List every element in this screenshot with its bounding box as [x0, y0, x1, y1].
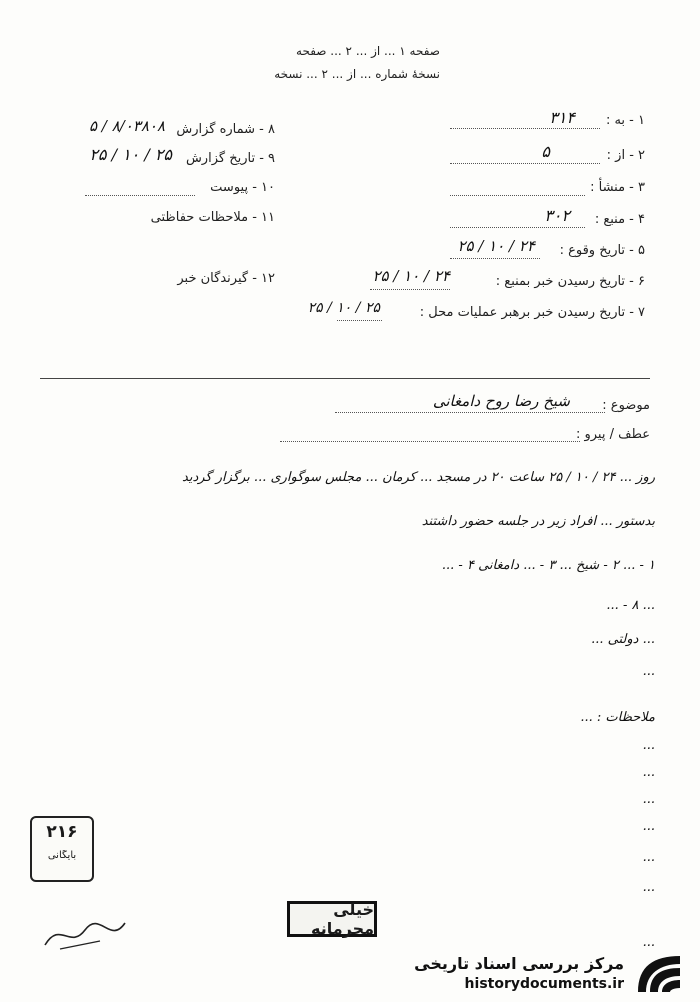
field-recipients-label: ۱۲ - گیرندگان خبر — [177, 271, 275, 286]
field-from-value: ۵ — [541, 142, 550, 161]
field-to-line — [450, 128, 600, 129]
watermark-url: historydocuments.ir — [464, 976, 624, 992]
body-line: ... — [642, 850, 655, 865]
page-number-line: صفحه ۱ ... از ... ۲ ... صفحه — [296, 44, 440, 58]
archive-stamp — [30, 816, 94, 882]
field-source-receipt-value: ۲۴ / ۱۰ / ۲۵ — [372, 267, 450, 285]
archive-watermark — [414, 952, 690, 998]
body-line: روز ... ۲۴ / ۱۰ / ۲۵ ساعت ۲۰ در مسجد ... کرمان ... مجلس سوگواری ... برگزار گردید — [182, 470, 655, 485]
field-source-line — [450, 227, 585, 228]
body-line: ... — [642, 765, 655, 780]
body-line: ... — [642, 819, 655, 834]
field-report-number-value: ۸/۰۳۸۰۸ / ۵ — [88, 117, 165, 135]
body-line: ... دولتی ... — [591, 632, 655, 647]
body-line: ... — [642, 738, 655, 753]
field-attachment-line — [85, 195, 195, 196]
body-line: ... — [642, 880, 655, 895]
field-ops-receipt-label: ۷ - تاریخ رسیدن خبر برهبر عملیات محل : — [419, 305, 645, 320]
signature-mark — [40, 915, 130, 955]
field-from-label: ۲ - از : — [606, 148, 645, 163]
field-from-line — [450, 163, 600, 164]
field-ops-receipt-line — [337, 320, 382, 321]
field-origin-line — [450, 195, 585, 196]
field-source-receipt-label: ۶ - تاریخ رسیدن خبر بمنبع : — [495, 274, 645, 289]
field-report-number-label: ۸ - شماره گزارش — [176, 122, 275, 137]
field-source-label: ۴ - منبع : — [594, 212, 645, 227]
field-source-value: ۳۰۲ — [544, 206, 570, 225]
field-security-notes-label: ۱۱ - ملاحظات حفاظتی — [150, 210, 275, 225]
body-line: ... — [642, 792, 655, 807]
body-line: ۱ - ... ۲ - شیخ ... ۳ - ... دامغانی ۴ - ... — [441, 558, 655, 573]
body-line: ... ۸ - ... — [606, 598, 655, 613]
body-line: ... — [642, 935, 655, 950]
body-line: ملاحظات : ... — [580, 710, 655, 725]
field-source-receipt-line — [370, 289, 450, 290]
body-line: ... — [642, 664, 655, 679]
subject-line — [335, 412, 605, 413]
reference-line — [280, 441, 580, 442]
field-ops-receipt-value: ۲۵ / ۱۰ / ۲۵ — [307, 300, 380, 316]
field-event-date-label: ۵ - تاریخ وقوع : — [559, 243, 645, 258]
archive-stamp-number: ۲۱۶ — [46, 822, 78, 842]
field-origin-label: ۳ - منشأ : — [590, 180, 645, 195]
field-report-date-value: ۲۵ / ۱۰ / ۲۵ — [89, 145, 172, 164]
header-separator — [40, 378, 650, 379]
top-secret-stamp: خیلی محرمانه — [287, 901, 377, 937]
field-report-date-label: ۹ - تاریخ گزارش — [185, 151, 275, 166]
field-event-date-line — [450, 258, 540, 259]
subject-label: موضوع : — [602, 398, 650, 413]
field-to-value: ۳۱۴ — [549, 108, 575, 127]
watermark-title: مرکز بررسی اسناد تاریخی — [414, 954, 624, 973]
archive-logo-icon — [632, 952, 686, 996]
reference-label: عطف / پیرو : — [575, 427, 650, 442]
field-event-date-value: ۲۴ / ۱۰ / ۲۵ — [457, 237, 535, 255]
field-to-label: ۱ - به : — [605, 113, 645, 128]
archive-stamp-label: بایگانی — [47, 850, 77, 861]
subject-value: شیخ رضا روح دامغانی — [432, 392, 570, 410]
copy-number-line: نسخهٔ شماره ... از ... ۲ ... نسخه — [274, 67, 440, 81]
field-attachment-label: ۱۰ - پیوست — [210, 180, 275, 195]
body-line: بدستور ... افراد زیر در جلسه حضور داشتند — [421, 514, 655, 529]
